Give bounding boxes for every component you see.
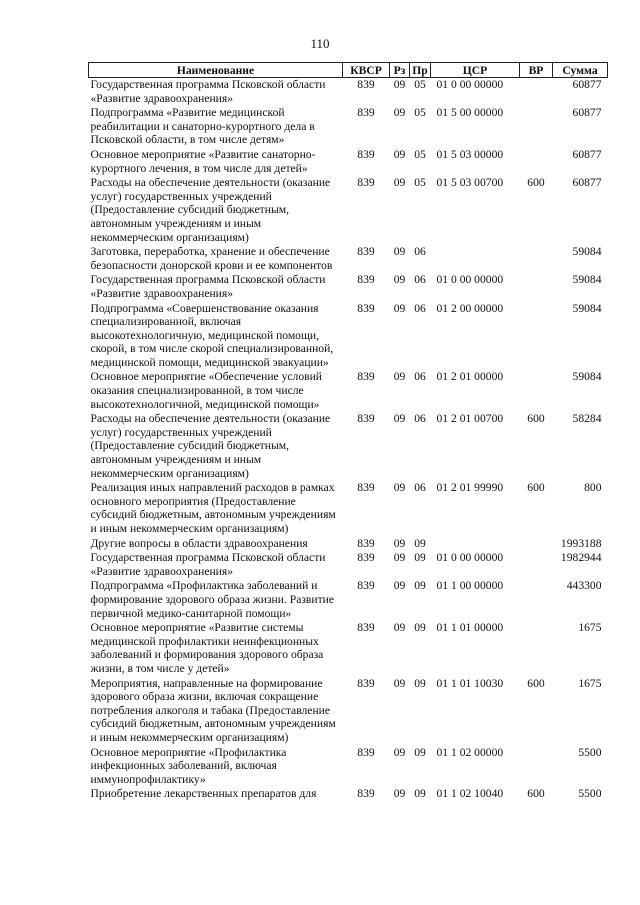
cell-kvsr: 839 — [357, 579, 375, 593]
cell-kvsr: 839 — [357, 621, 375, 635]
cell-sum: 1675 — [578, 621, 602, 635]
header-sum: Сумма — [553, 63, 608, 78]
cell-csr: 01 2 00 00000 — [436, 301, 504, 315]
header-name: Наименование — [89, 63, 343, 78]
cell-csr: 01 5 00 00000 — [436, 106, 504, 120]
cell-name: Расходы на обеспечение деятельности (оказание услуг) государственных учреждений (Предоставление субсидий бюджетным, автономным учреждениям и иным некоммерческим организациям) — [90, 412, 331, 480]
cell-sum: 60877 — [572, 176, 602, 190]
cell-vr — [520, 746, 553, 788]
table-row — [89, 370, 608, 412]
header-kvsr: КВСР — [343, 63, 390, 78]
cell-csr: 01 1 01 10030 — [436, 676, 504, 690]
header-csr: ЦСР — [431, 63, 520, 78]
cell-pr: 09 — [414, 621, 426, 635]
cell-kvsr: 839 — [357, 551, 375, 565]
cell-name: Заготовка, переработка, хранение и обеспечение безопасности донорской крови и ее компонентов — [90, 245, 333, 272]
cell-vr: 600 — [527, 481, 545, 495]
cell-name: Основное мероприятие «Обеспечение условий оказания специализированной, в том числе высокотехнологичной, медицинской помощи» — [90, 370, 323, 411]
cell-sum: 60877 — [572, 106, 602, 120]
table-row — [89, 412, 608, 481]
cell-rz: 09 — [393, 176, 406, 190]
cell-rz: 09 — [393, 787, 406, 801]
cell-vr — [520, 370, 553, 412]
cell-sum: 443300 — [566, 579, 602, 593]
cell-csr — [431, 245, 520, 273]
cell-csr: 01 0 00 00000 — [436, 551, 504, 565]
cell-csr: 01 2 01 99990 — [436, 481, 504, 495]
cell-name: Расходы на обеспечение деятельности (оказание услуг) государственных учреждений (Предоставление субсидий бюджетным, автономным учреждениям и иным некоммерческим организациям) — [90, 176, 331, 244]
cell-kvsr: 839 — [357, 412, 375, 426]
cell-pr: 09 — [414, 676, 426, 690]
cell-rz: 09 — [393, 412, 406, 426]
table-row — [89, 176, 608, 245]
cell-rz: 09 — [393, 536, 406, 550]
cell-rz: 09 — [393, 481, 406, 495]
cell-sum: 59084 — [572, 301, 602, 315]
cell-sum: 1982944 — [560, 551, 602, 565]
cell-name: Государственная программа Псковской области «Развитие здравоохранения» — [90, 273, 326, 300]
cell-rz: 09 — [393, 745, 406, 759]
table-row — [89, 621, 608, 676]
table-row — [89, 551, 608, 579]
cell-name: Государственная программа Псковской области «Развитие здравоохранения» — [90, 78, 326, 105]
cell-csr: 01 5 03 00700 — [436, 176, 504, 190]
cell-pr: 09 — [414, 745, 426, 759]
cell-name: Мероприятия, направленные на формирование здорового образа жизни, включая сокращение потребления алкоголя и табака (Предоставление субсидий бюджетным, автономным учреждениям и иным некоммерческим организациям) — [90, 676, 336, 744]
table-row — [89, 579, 608, 621]
cell-vr: 600 — [527, 676, 545, 690]
cell-name: Подпрограмма «Профилактика заболеваний и формирование здорового образа жизни. Развитие первичной медико-санитарной помощи» — [90, 579, 335, 620]
cell-pr: 09 — [414, 579, 426, 593]
cell-csr: 01 2 01 00700 — [436, 412, 504, 426]
cell-rz: 09 — [393, 676, 406, 690]
cell-vr — [520, 621, 553, 676]
cell-kvsr: 839 — [357, 676, 375, 690]
cell-pr: 09 — [414, 787, 426, 801]
cell-pr: 05 — [414, 78, 426, 91]
cell-vr — [520, 148, 553, 176]
cell-kvsr: 839 — [357, 147, 375, 161]
cell-name: Подпрограмма «Развитие медицинской реабилитации и санаторно-курортного дела в Псковской области, в том числе детям» — [90, 106, 315, 147]
cell-name: Основное мероприятие «Профилактика инфекционных заболеваний, включая иммунопрофилактику» — [90, 745, 287, 786]
cell-rz: 09 — [393, 579, 406, 593]
cell-sum: 59084 — [572, 245, 602, 259]
cell-kvsr: 839 — [357, 787, 375, 801]
cell-pr: 09 — [414, 536, 426, 550]
table-row — [89, 481, 608, 536]
cell-kvsr: 839 — [357, 745, 375, 759]
cell-rz: 09 — [393, 301, 406, 315]
cell-vr: 600 — [527, 176, 545, 190]
cell-sum: 800 — [584, 481, 602, 495]
cell-kvsr: 839 — [357, 481, 375, 495]
cell-sum: 59084 — [572, 370, 602, 384]
table-row — [89, 537, 608, 552]
cell-sum: 59084 — [572, 273, 602, 287]
cell-vr: 600 — [527, 787, 545, 801]
cell-csr: 01 5 03 00000 — [436, 147, 504, 161]
cell-csr — [431, 537, 520, 552]
table-row — [89, 273, 608, 301]
page-number: 110 — [310, 36, 330, 51]
cell-rz: 09 — [393, 147, 406, 161]
cell-pr: 06 — [414, 273, 426, 287]
cell-rz: 09 — [393, 273, 406, 287]
cell-vr — [520, 302, 553, 371]
cell-sum: 1993188 — [560, 536, 602, 550]
cell-name: Другие вопросы в области здравоохранения — [90, 536, 308, 550]
header-rz: Рз — [390, 63, 410, 78]
cell-sum: 1675 — [578, 676, 602, 690]
cell-vr — [520, 537, 553, 552]
cell-rz: 09 — [393, 78, 406, 91]
cell-pr: 05 — [414, 176, 426, 190]
cell-kvsr: 839 — [357, 370, 375, 384]
cell-sum: 5500 — [578, 787, 602, 801]
cell-name: Основное мероприятие «Развитие системы медицинской профилактики неинфекционных заболеваний и формирования здорового образа жизни, в том числе у детей» — [90, 621, 324, 675]
header-pr: Пр — [410, 63, 431, 78]
cell-csr: 01 0 00 00000 — [436, 78, 504, 91]
cell-rz: 09 — [393, 621, 406, 635]
cell-name: Подпрограмма «Совершенствование оказания специализированной, включая высокотехнологичную, медицинской помощи, скорой, в том числе скорой специализированной, медицинской помощи, медицинской эвакуации» — [90, 301, 334, 369]
table-row — [89, 148, 608, 176]
cell-kvsr: 839 — [357, 245, 375, 259]
cell-kvsr: 839 — [357, 176, 375, 190]
cell-pr: 06 — [414, 301, 426, 315]
cell-kvsr: 839 — [357, 536, 375, 550]
table-row — [89, 746, 608, 788]
cell-kvsr: 839 — [357, 273, 375, 287]
cell-csr: 01 1 00 00000 — [436, 579, 504, 593]
cell-rz: 09 — [393, 106, 406, 120]
cell-pr: 06 — [414, 370, 426, 384]
cell-name: Основное мероприятие «Развитие санаторно-курортного лечения, в том числе для детей» — [90, 147, 316, 175]
cell-sum: 58284 — [572, 412, 602, 426]
table-header-row — [89, 63, 608, 78]
table-row — [89, 245, 608, 273]
budget-table — [88, 62, 608, 802]
cell-csr: 01 0 00 00000 — [436, 273, 504, 287]
cell-vr — [520, 106, 553, 148]
cell-pr: 06 — [414, 481, 426, 495]
cell-rz: 09 — [393, 370, 406, 384]
cell-name: Государственная программа Псковской области «Развитие здравоохранения» — [90, 551, 326, 578]
cell-vr — [520, 579, 553, 621]
cell-kvsr: 839 — [357, 78, 375, 91]
table-row — [89, 106, 608, 148]
cell-vr — [520, 551, 553, 579]
cell-sum: 60877 — [572, 147, 602, 161]
cell-kvsr: 839 — [357, 106, 375, 120]
table-row — [89, 677, 608, 746]
header-vr: ВР — [520, 63, 553, 78]
cell-sum: 5500 — [578, 745, 602, 759]
cell-csr: 01 1 01 00000 — [436, 621, 504, 635]
cell-kvsr: 839 — [357, 301, 375, 315]
cell-pr: 09 — [414, 551, 426, 565]
table-row — [89, 302, 608, 371]
table-row — [89, 787, 608, 802]
cell-pr: 06 — [414, 412, 426, 426]
cell-rz: 09 — [393, 551, 406, 565]
cell-pr: 05 — [414, 147, 426, 161]
cell-csr: 01 1 02 10040 — [436, 787, 504, 801]
table-row — [89, 78, 608, 107]
cell-csr: 01 1 02 00000 — [436, 745, 504, 759]
cell-vr — [520, 245, 553, 273]
cell-pr: 06 — [414, 245, 426, 259]
cell-vr: 600 — [527, 412, 545, 426]
cell-rz: 09 — [393, 245, 406, 259]
cell-name: Реализация иных направлений расходов в рамках основного мероприятия (Предоставление субсидий бюджетным, автономным учреждениям и иным некоммерческим организациям) — [90, 481, 336, 535]
cell-csr: 01 2 01 00000 — [436, 370, 504, 384]
cell-vr — [520, 273, 553, 301]
cell-pr: 05 — [414, 106, 426, 120]
cell-sum: 60877 — [572, 78, 602, 91]
cell-vr — [520, 78, 553, 107]
cell-name: Приобретение лекарственных препаратов для — [90, 787, 317, 801]
